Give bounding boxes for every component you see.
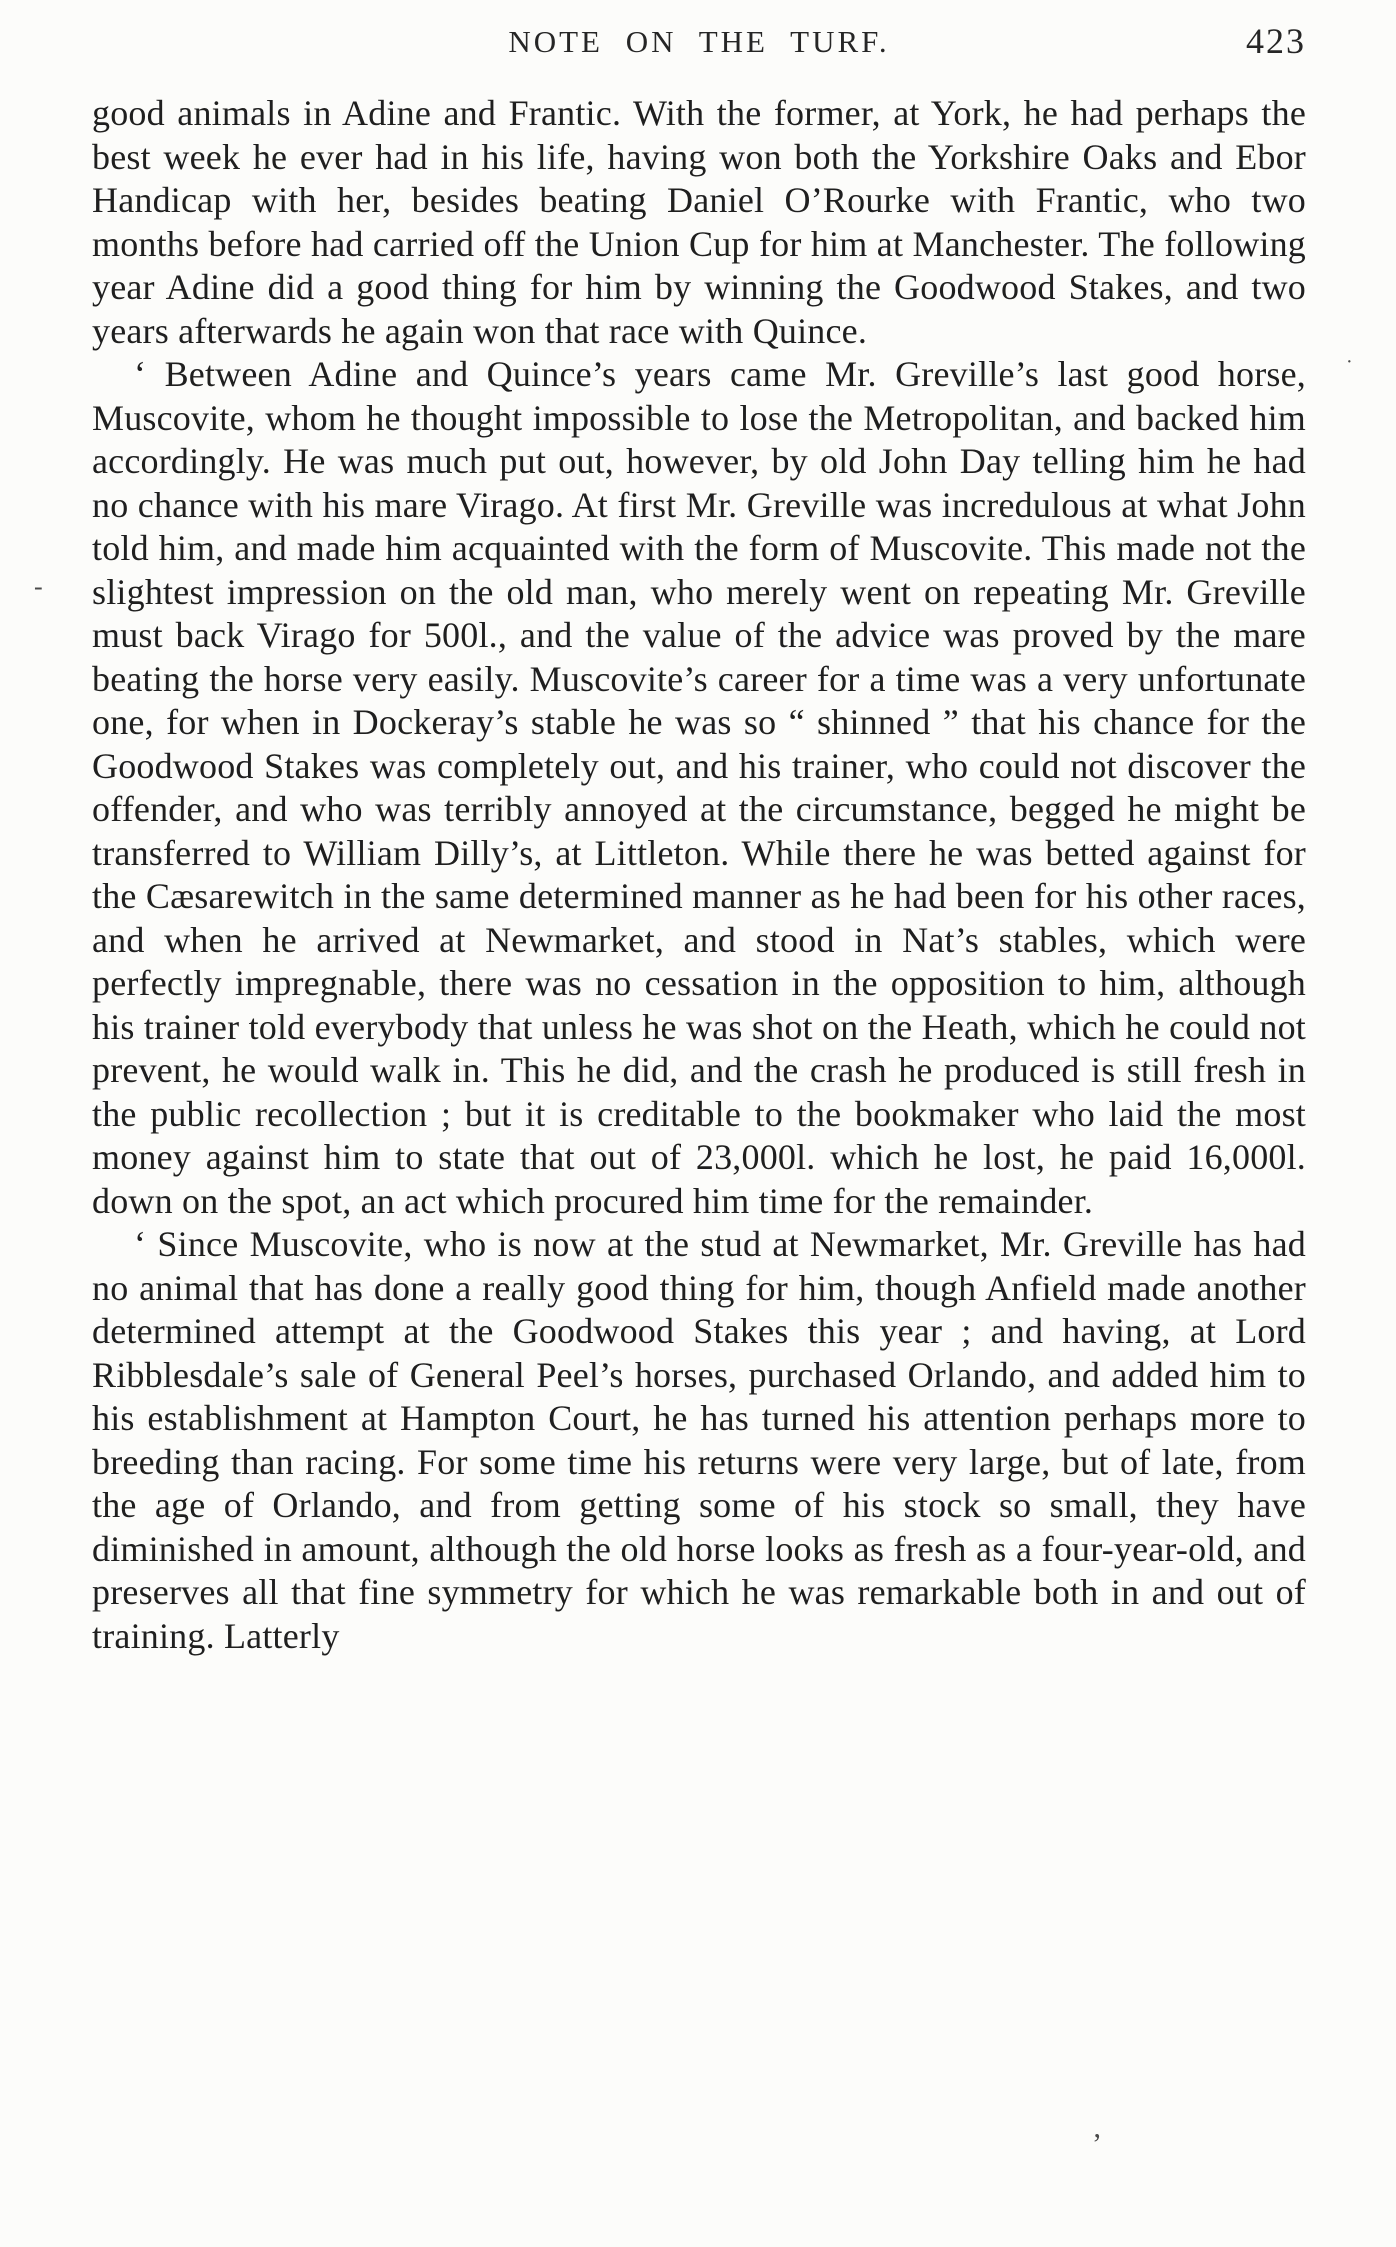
page-number: 423 (1246, 21, 1306, 61)
page-header (92, 21, 1306, 70)
paragraph-continuation: good animals in Adine and Frantic. With the former, at York, he had perhaps the best week he ever had in his life, having won both the Yorkshire Oaks and Ebor Handicap with her, besides beating Daniel O’Rourke with Frantic, who two months before had carried off the Union Cup for him at Manchester. The following year Adine did a good thing for him by winning the Goodwood Stakes, and two years afterwards he again won that race with Quince. (92, 93, 1306, 351)
book-page (92, 21, 1306, 1658)
running-title: NOTE ON THE TURF. (508, 24, 890, 59)
paragraph: ‘ Since Muscovite, who is now at the stud at Newmarket, Mr. Greville has had no animal that has done a really good thing for him, though Anfield made another determined attempt at the Goodwood Stakes this year ; and having, at Lord Ribblesdale’s sale of General Peel’s horses, purchased Orlando, and added him to his establishment at Hampton Court, he has turned his attention perhaps more to breeding than racing. For some time his returns were very large, but of late, from the age of Orlando, and from getting some of his stock so small, they have diminished in amount, although the old horse looks as fresh as a four-year-old, and preserves all that fine symmetry for which he was remarkable both in and out of training. Latterly (92, 1224, 1306, 1656)
body-text (92, 92, 1306, 1658)
scan-speck: · (1346, 351, 1353, 373)
scan-mark-apostrophe: ʼ (1092, 2128, 1102, 2161)
paragraph: ‘ Between Adine and Quince’s years came Mr. Greville’s last good horse, Muscovite, whom he thought impossible to lose the Metropolitan, and backed him accordingly. He was much put out, however, by old John Day telling him he had no chance with his mare Virago. At first Mr. Greville was incredulous at what John told him, and made him acquainted with the form of Muscovite. This made not the slightest impression on the old man, who merely went on repeating Mr. Greville must back Virago for 500l., and the value of the advice was proved by the mare beating the horse very easily. Muscovite’s career for a time was a very unfortunate one, for when in Dockeray’s stable he was so “ shinned ” that his chance for the Goodwood Stakes was completely out, and his trainer, who could not discover the offender, and who was terribly annoyed at the circumstance, begged he might be transferred to William Dilly’s, at Littleton. While there he was betted against for the Cæsarewitch in the same determined manner as he had been for his other races, and when he arrived at Newmarket, and stood in Nat’s stables, which were perfectly impregnable, there was no cessation in the opposition to him, although his trainer told everybody that unless he was shot on the Heath, which he could not prevent, he would walk in. This he did, and the crash he produced is still fresh in the public recollection ; but it is creditable to the bookmaker who laid the most money against him to state that out of 23,000l. which he lost, he paid 16,000l. down on the spot, an act which procured him time for the remainder. (92, 354, 1306, 1221)
scan-mark-dash: - (34, 572, 43, 601)
